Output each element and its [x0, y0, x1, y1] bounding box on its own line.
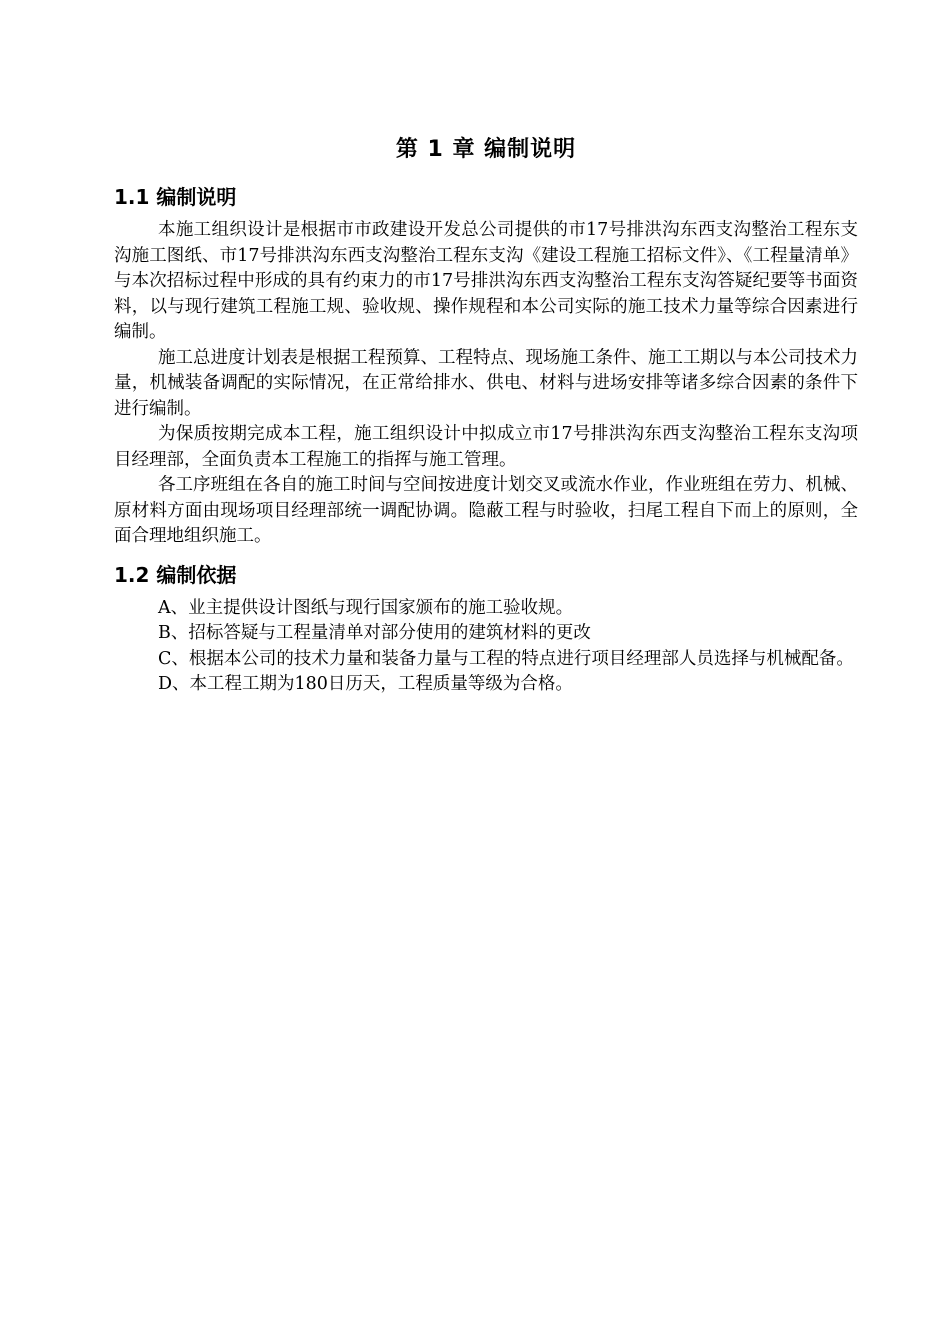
page-content — [114, 130, 858, 698]
paragraph: 施工总进度计划表是根据工程预算、工程特点、现场施工条件、施工工期以与本公司技术力量，机械装备调配的实际情况，在正常给排水、供电、材料与进场安排等诸多综合因素的条件下进行编制。 — [114, 347, 858, 419]
chapter-title: 第 1 章 编制说明 — [395, 137, 577, 162]
paragraph: 本施工组织设计是根据市市政建设开发总公司提供的市17号排洪沟东西支沟整治工程东支沟施工图纸、市17号排洪沟东西支沟整治工程东支沟《建设工程施工招标文件》、《工程量清单》与本次招标过程中形成的具有约束力的市17号排洪沟东西支沟整治工程东支沟答疑纪要等书面资料，以与现行建筑工程施工规、验收规、操作规程和本公司实际的施工技术力量等综合因素进行编制。 — [114, 220, 858, 342]
list-item: B、招标答疑与工程量清单对部分使用的建筑材料的更改 — [158, 623, 591, 643]
list-item: A、业主提供设计图纸与现行国家颁布的施工验收规。 — [158, 597, 574, 618]
section-heading-1-2: 1.2 编制依据 — [114, 562, 237, 587]
list-item: D、本工程工期为180日历天，工程质量等级为合格。 — [158, 674, 573, 694]
list-item: C、根据本公司的技术力量和装备力量与工程的特点进行项目经理部人员选择与机械配备。 — [158, 648, 854, 669]
paragraph: 各工序班组在各自的施工时间与空间按进度计划交叉或流水作业，作业班组在劳力、机械、原材料方面由现场项目经理部统一调配协调。隐蔽工程与时验收，扫尾工程自下而上的原则，全面合理地组织施工。 — [114, 475, 858, 546]
section-heading-1-1: 1.1 编制说明 — [114, 185, 237, 209]
paragraph: 为保质按期完成本工程，施工组织设计中拟成立市17号排洪沟东西支沟整治工程东支沟项目经理部，全面负责本工程施工的指挥与施工管理。 — [114, 424, 858, 470]
